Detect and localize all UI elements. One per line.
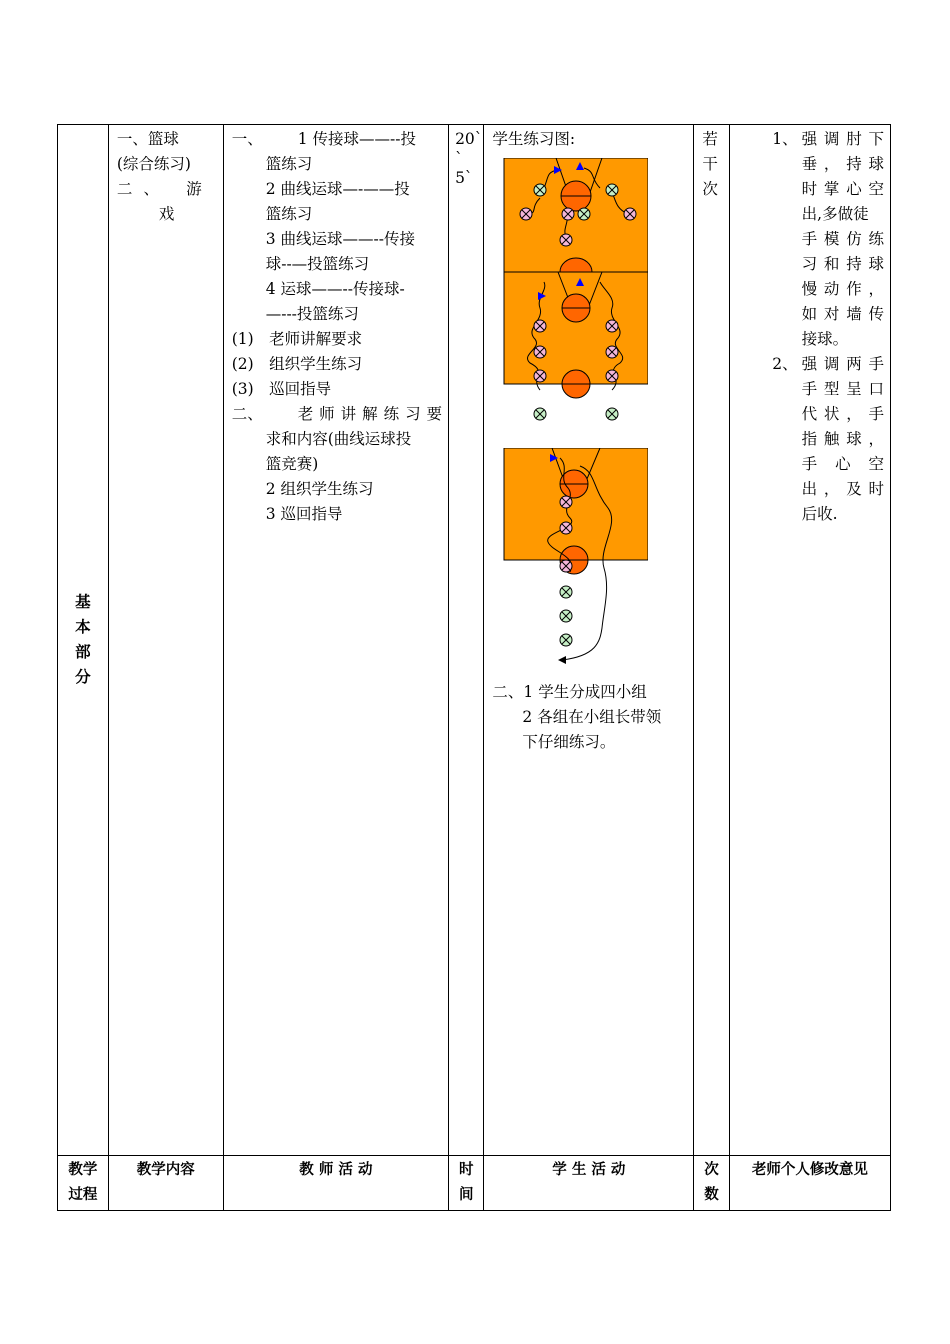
time-line: ` — [455, 150, 463, 168]
count-char: 干 — [702, 155, 718, 173]
remark-line: 手型呈口 — [801, 380, 884, 398]
header-process — [58, 1156, 109, 1211]
header-count — [694, 1156, 729, 1211]
player-marker — [562, 208, 574, 220]
content-line: 戏 — [158, 205, 175, 223]
remark-line: 手模仿练 — [801, 230, 884, 248]
player-marker — [534, 346, 546, 358]
teacher-item-prefix: 一、 — [231, 130, 263, 148]
remark-line: 强调肘下 — [801, 130, 884, 148]
header-process-line: 过程 — [68, 1187, 98, 1203]
time-line: 20` — [455, 130, 483, 148]
player-marker — [560, 610, 572, 622]
teacher-step: (2) 组织学生练习 — [231, 355, 363, 373]
remark-text — [802, 127, 884, 352]
teacher-activity-cell — [223, 125, 448, 1156]
remark-line: 出,多做徒 — [801, 205, 869, 223]
remark-line: 时掌心空 — [801, 180, 884, 198]
count-cell — [694, 125, 729, 1156]
half-court — [504, 272, 648, 384]
player-marker — [534, 408, 546, 420]
teacher-item-text: 1 传接球——--投 — [297, 130, 416, 148]
teacher-item-cont: —---投篮练习 — [265, 305, 359, 323]
header-time — [449, 1156, 484, 1211]
header-time-line: 间 — [458, 1187, 474, 1203]
teacher-item-cont: 篮竞赛) — [265, 455, 319, 473]
basic-part-row — [58, 125, 891, 1156]
teacher-item-cont: 球--—投篮练习 — [265, 255, 370, 273]
remark-line: 慢动作， — [801, 280, 884, 298]
player-marker — [606, 184, 618, 196]
diagram-title: 学生练习图: — [492, 130, 576, 148]
teacher-item: 3 曲线运球——--传接 — [265, 230, 415, 248]
time-line: 5` — [455, 169, 473, 187]
black-arrow — [558, 656, 566, 664]
section-label-char: 部 — [75, 643, 91, 661]
remark-line: 习和持球 — [801, 255, 884, 273]
header-process-line: 教学 — [68, 1162, 98, 1178]
content-line: 一、篮球 — [116, 130, 179, 148]
student-note: 2 各组在小组长带领 — [522, 708, 662, 726]
remarks-cell — [729, 125, 890, 1156]
header-row — [58, 1156, 891, 1211]
content-line: 二、 游 — [116, 180, 202, 198]
player-marker — [606, 346, 618, 358]
player-marker — [560, 234, 572, 246]
player-marker — [560, 586, 572, 598]
player-marker — [606, 320, 618, 332]
remark-line: 强调两手 — [801, 355, 884, 373]
section-label-cell — [58, 125, 109, 1156]
remark-item — [732, 352, 884, 527]
header-content: 教学内容 — [108, 1156, 223, 1211]
remark-line: 代状，手 — [801, 405, 884, 423]
student-note: 二、1 学生分成四小组 — [492, 683, 647, 701]
teacher-item-cont: 求和内容(曲线运球投 — [265, 430, 412, 448]
player-marker — [606, 370, 618, 382]
remark-line: 手 心 空 — [801, 455, 884, 473]
student-notes — [492, 680, 689, 755]
player-marker — [560, 634, 572, 646]
header-count-line: 数 — [704, 1187, 719, 1203]
player-marker — [624, 208, 636, 220]
teacher-item-text: 老师讲解练习要 — [297, 405, 443, 423]
remark-line: 后收. — [801, 505, 838, 523]
remark-item — [732, 127, 884, 352]
remark-line: 垂，持球 — [801, 155, 884, 173]
player-marker — [606, 408, 618, 420]
player-marker — [534, 320, 546, 332]
teacher-item-cont: 篮练习 — [265, 155, 313, 173]
player-marker — [578, 208, 590, 220]
remark-line: 指触球， — [801, 430, 884, 448]
player-marker — [560, 560, 572, 572]
content-cell — [108, 125, 223, 1156]
teacher-item-prefix: 二、 — [231, 405, 263, 423]
section-label-char: 基 — [75, 593, 91, 611]
teacher-item: 4 运球——--传接球- — [265, 280, 405, 298]
teacher-item — [232, 127, 442, 152]
remark-text — [802, 352, 884, 527]
section-label-char: 分 — [75, 668, 91, 686]
player-marker — [560, 522, 572, 534]
remark-number: 1、 — [772, 130, 798, 148]
header-remarks: 老师个人修改意见 — [729, 1156, 890, 1211]
student-activity-cell — [484, 125, 694, 1156]
teacher-item-cont: 3 巡回指导 — [265, 505, 343, 523]
teacher-step: (1) 老师讲解要求 — [231, 330, 363, 348]
player-marker — [520, 208, 532, 220]
student-note: 下仔细练习。 — [522, 733, 616, 751]
header-student-activity: 学 生 活 动 — [484, 1156, 694, 1211]
player-marker — [534, 370, 546, 382]
teacher-item: 2 曲线运球—-——投 — [265, 180, 410, 198]
header-teacher-activity: 教 师 活 动 — [223, 1156, 448, 1211]
half-court — [504, 448, 648, 560]
time-cell — [449, 125, 484, 1156]
practice-diagram-1-2 — [500, 158, 648, 430]
header-time-line: 时 — [458, 1162, 474, 1178]
count-char: 次 — [702, 180, 718, 198]
remark-line: 接球。 — [801, 330, 849, 348]
practice-diagram-3 — [500, 448, 648, 672]
player-marker — [534, 184, 546, 196]
header-count-line: 次 — [704, 1162, 719, 1178]
remark-number: 2、 — [772, 355, 798, 373]
remark-line: 如对墙传 — [801, 305, 884, 323]
player-marker — [560, 496, 572, 508]
teacher-item-cont: 2 组织学生练习 — [265, 480, 374, 498]
remark-line: 出，及时 — [801, 480, 884, 498]
content-line: (综合练习) — [116, 155, 191, 173]
count-char: 若 — [702, 130, 718, 148]
teacher-step: (3) 巡回指导 — [231, 380, 332, 398]
lesson-plan-table — [57, 124, 891, 1211]
teacher-item — [232, 402, 442, 427]
section-label-char: 本 — [75, 618, 91, 636]
teacher-item-cont: 篮练习 — [265, 205, 313, 223]
